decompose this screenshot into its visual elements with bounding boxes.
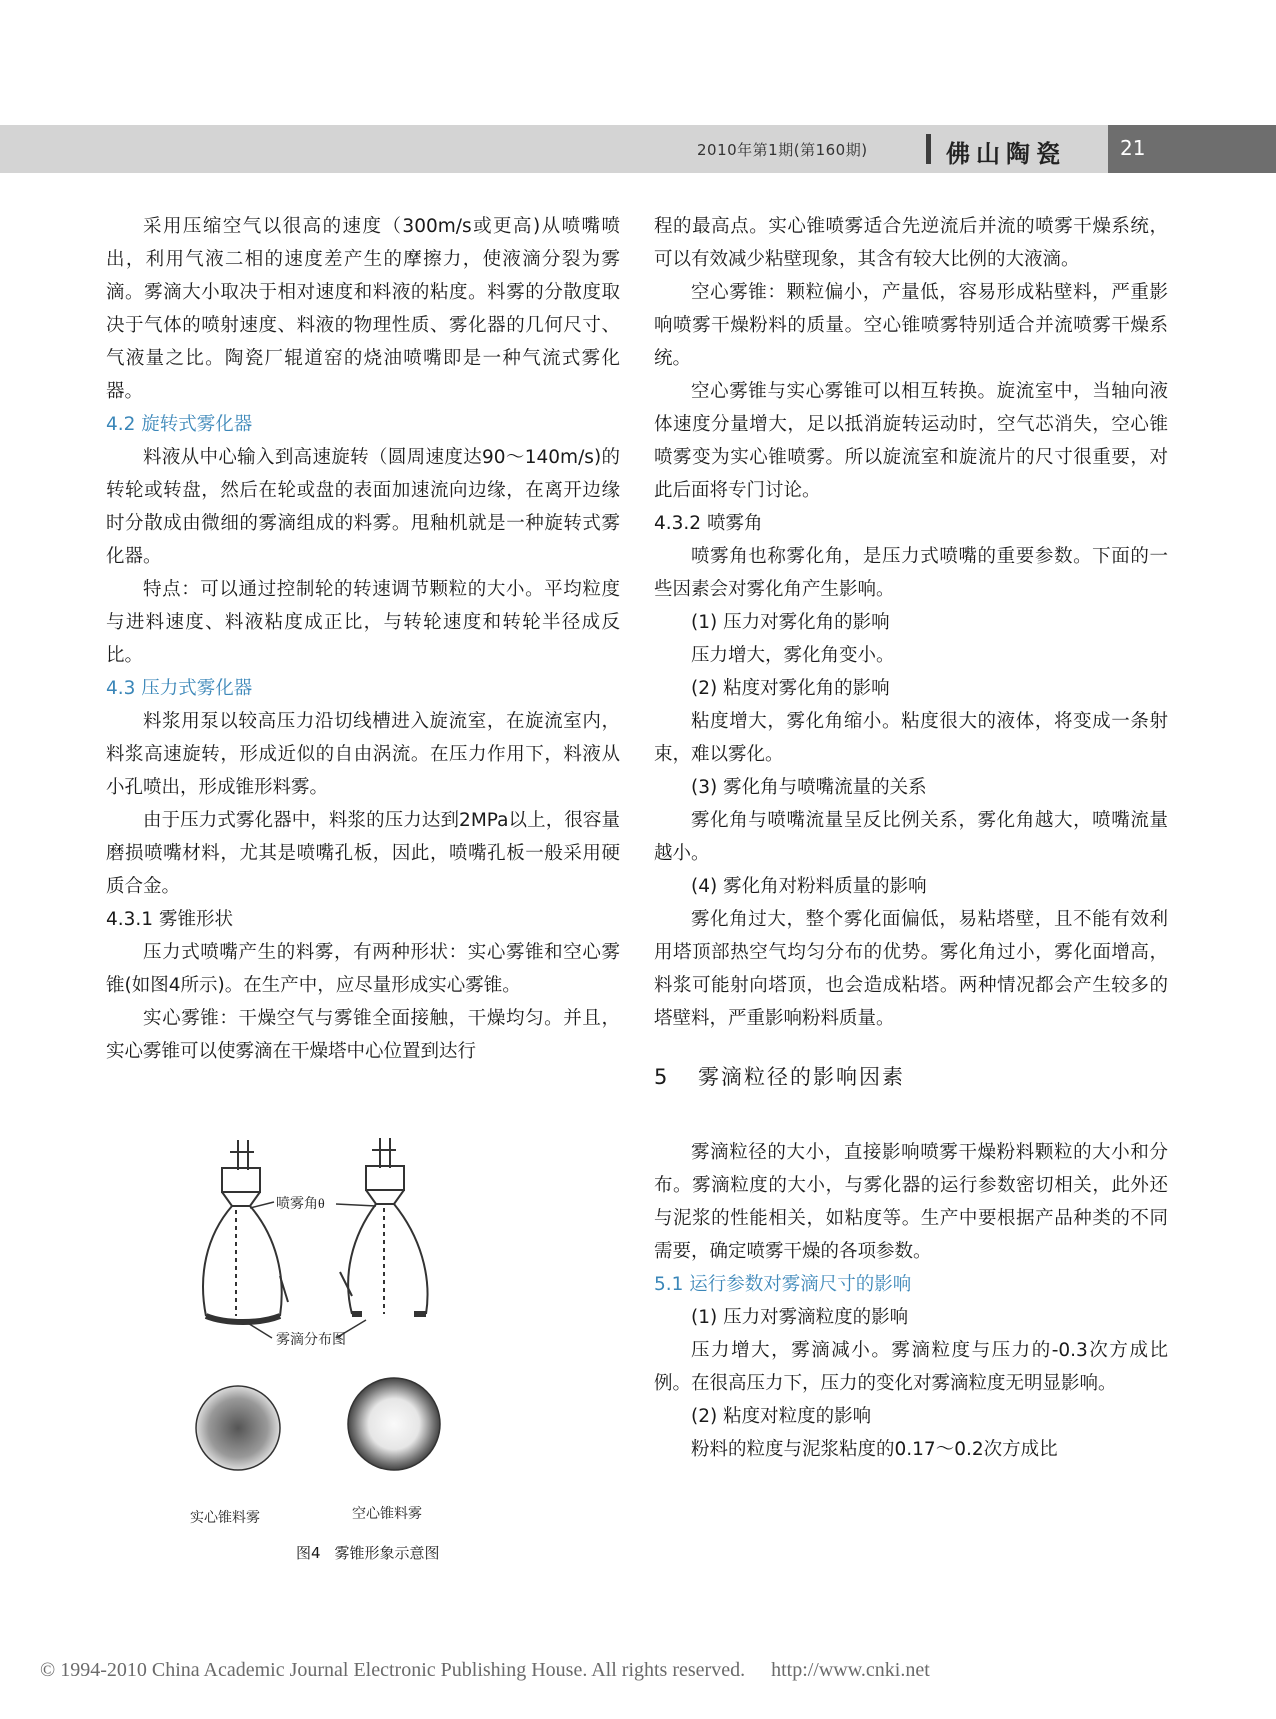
section-heading-4-3: 4.3 压力式雾化器 <box>106 678 253 699</box>
paragraph: 粘度增大，雾化角缩小。粘度很大的液体，将变成一条射束，难以雾化。 <box>654 711 1168 765</box>
figure-number: 图4 <box>296 1544 321 1562</box>
list-item: (2) 粘度对雾化角的影响 <box>691 678 890 699</box>
list-item: (1) 压力对雾化角的影响 <box>691 612 890 633</box>
list-item: (4) 雾化角对粉料质量的影响 <box>691 876 927 897</box>
list-item: (2) 粘度对粒度的影响 <box>691 1406 872 1427</box>
hollow-cone-nozzle <box>366 1138 404 1204</box>
section-heading-4-2: 4.2 旋转式雾化器 <box>106 414 253 435</box>
cnki-link[interactable]: http://www.cnki.net <box>771 1659 930 1681</box>
paragraph: 雾化角与喷嘴流量呈反比例关系，雾化角越大，喷嘴流量越小。 <box>654 810 1168 864</box>
spray-cone-diagram <box>176 1126 526 1546</box>
label-spray-angle: 喷雾角θ <box>276 1197 325 1212</box>
copyright-text: © 1994-2010 China Academic Journal Electronic Publishing House. All rights reserved. <box>40 1659 746 1681</box>
paragraph: 空心雾锥：颗粒偏小，产量低，容易形成粘壁料，严重影响喷雾干燥粉料的质量。空心锥喷雾特别适合并流喷雾干燥系统。 <box>654 282 1168 369</box>
section-heading-5 <box>654 1061 1168 1094</box>
paragraph: 程的最高点。实心锥喷雾适合先逆流后并流的喷雾干燥系统，可以有效减少粘壁现象，其含有较大比例的大液滴。 <box>654 216 1168 270</box>
paragraph: 粉料的粒度与泥浆粘度的0.17～0.2次方成比 <box>691 1439 1058 1460</box>
paragraph: 喷雾角也称雾化角，是压力式喷嘴的重要参数。下面的一些因素会对雾化角产生影响。 <box>654 546 1168 600</box>
figure-title: 雾锥形象示意图 <box>334 1544 440 1562</box>
paragraph: 料浆用泵以较高压力沿切线槽进入旋流室，在旋流室内，料浆高速旋转，形成近似的自由涡流。在压力作用下，料液从小孔喷出，形成锥形料雾。 <box>106 711 620 798</box>
section-title: 雾滴粒径的影响因素 <box>698 1065 905 1089</box>
solid-cone-distribution <box>196 1386 280 1470</box>
paragraph: 压力增大，雾滴减小。雾滴粒度与压力的-0.3次方成比例。在很高压力下，压力的变化对雾滴粒度无明显影响。 <box>654 1340 1168 1394</box>
solid-cone <box>203 1206 288 1322</box>
paragraph: 雾滴粒径的大小，直接影响喷雾干燥粉料颗粒的大小和分布。雾滴粒度的大小，与雾化器的运行参数密切相关，此外还与泥浆的性能相关，如粘度等。生产中要根据产品种类的不同需要，确定喷雾干燥的各项参数。 <box>654 1142 1168 1262</box>
copyright-footer <box>40 1659 930 1682</box>
paragraph: 压力增大，雾化角变小。 <box>691 645 895 666</box>
label-solid-cone: 实心锥料雾 <box>190 1511 260 1526</box>
paragraph: 空心雾锥与实心雾锥可以相互转换。旋流室中，当轴向液体速度分量增大，足以抵消旋转运动时，空气芯消失，空心锥喷雾变为实心锥喷雾。所以旋流室和旋流片的尺寸很重要，对此后面将专门讨论。 <box>654 381 1168 501</box>
paragraph: 采用压缩空气以很高的速度（300m/s或更高)从喷嘴喷出，利用气液二相的速度差产生的摩擦力，使液滴分裂为雾滴。雾滴大小取决于相对速度和料液的粘度。料雾的分散度取决于气体的喷射速度、料液的物理性质、雾化器的几何尺寸、气液量之比。陶瓷厂辊道窑的烧油喷嘴即是一种气流式雾化器。 <box>106 216 620 402</box>
paragraph: 由于压力式雾化器中，料浆的压力达到2MPa以上，很容量磨损喷嘴材料，尤其是喷嘴孔板，因此，喷嘴孔板一般采用硬质合金。 <box>106 810 620 897</box>
page-number: 21 <box>1120 136 1146 160</box>
header-band <box>0 125 1276 173</box>
left-column <box>106 210 620 1068</box>
paragraph: 特点：可以通过控制轮的转速调节颗粒的大小。平均粒度与进料速度、料液粘度成正比，与转轮速度和转轮半径成反比。 <box>106 579 620 666</box>
header-divider <box>926 134 931 164</box>
hollow-cone-distribution <box>348 1378 440 1470</box>
solid-cone-nozzle <box>222 1140 260 1206</box>
paragraph: 料液从中心输入到高速旋转（圆周速度达90～140m/s)的转轮或转盘，然后在轮或盘的表面加速流向边缘，在离开边缘时分散成由微细的雾滴组成的料雾。甩釉机就是一种旋转式雾化器。 <box>106 447 620 567</box>
list-item: (3) 雾化角与喷嘴流量的关系 <box>691 777 927 798</box>
label-droplet-distribution: 雾滴分布图 <box>276 1333 346 1348</box>
journal-name: 佛山陶瓷 <box>946 140 1066 168</box>
paragraph: 压力式喷嘴产生的料雾，有两种形状：实心雾锥和空心雾锥(如图4所示)。在生产中，应尽量形成实心雾锥。 <box>106 942 620 996</box>
right-column <box>654 210 1168 1466</box>
list-item: (1) 压力对雾滴粒度的影响 <box>691 1307 909 1328</box>
label-hollow-cone: 空心锥料雾 <box>352 1507 422 1522</box>
subsection-heading-4-3-1: 4.3.1 雾锥形状 <box>106 909 233 930</box>
section-heading-5-1: 5.1 运行参数对雾滴尺寸的影响 <box>654 1274 912 1295</box>
figure-4 <box>176 1126 526 1546</box>
hollow-cone <box>340 1204 428 1314</box>
subsection-heading-4-3-2: 4.3.2 喷雾角 <box>654 513 763 534</box>
paragraph: 雾化角过大，整个雾化面偏低，易粘塔壁，且不能有效利用塔顶部热空气均匀分布的优势。雾化角过小，雾化面增高，料浆可能射向塔顶，也会造成粘塔。两种情况都会产生较多的塔壁料，严重影响粉料质量。 <box>654 909 1168 1029</box>
section-number: 5 <box>654 1065 670 1089</box>
issue-info: 2010年第1期(第160期) <box>697 141 868 159</box>
figure-caption <box>296 1542 454 1563</box>
paragraph: 实心雾锥：干燥空气与雾锥全面接触，干燥均匀。并且，实心雾锥可以使雾滴在干燥塔中心位置到达行 <box>106 1008 620 1062</box>
